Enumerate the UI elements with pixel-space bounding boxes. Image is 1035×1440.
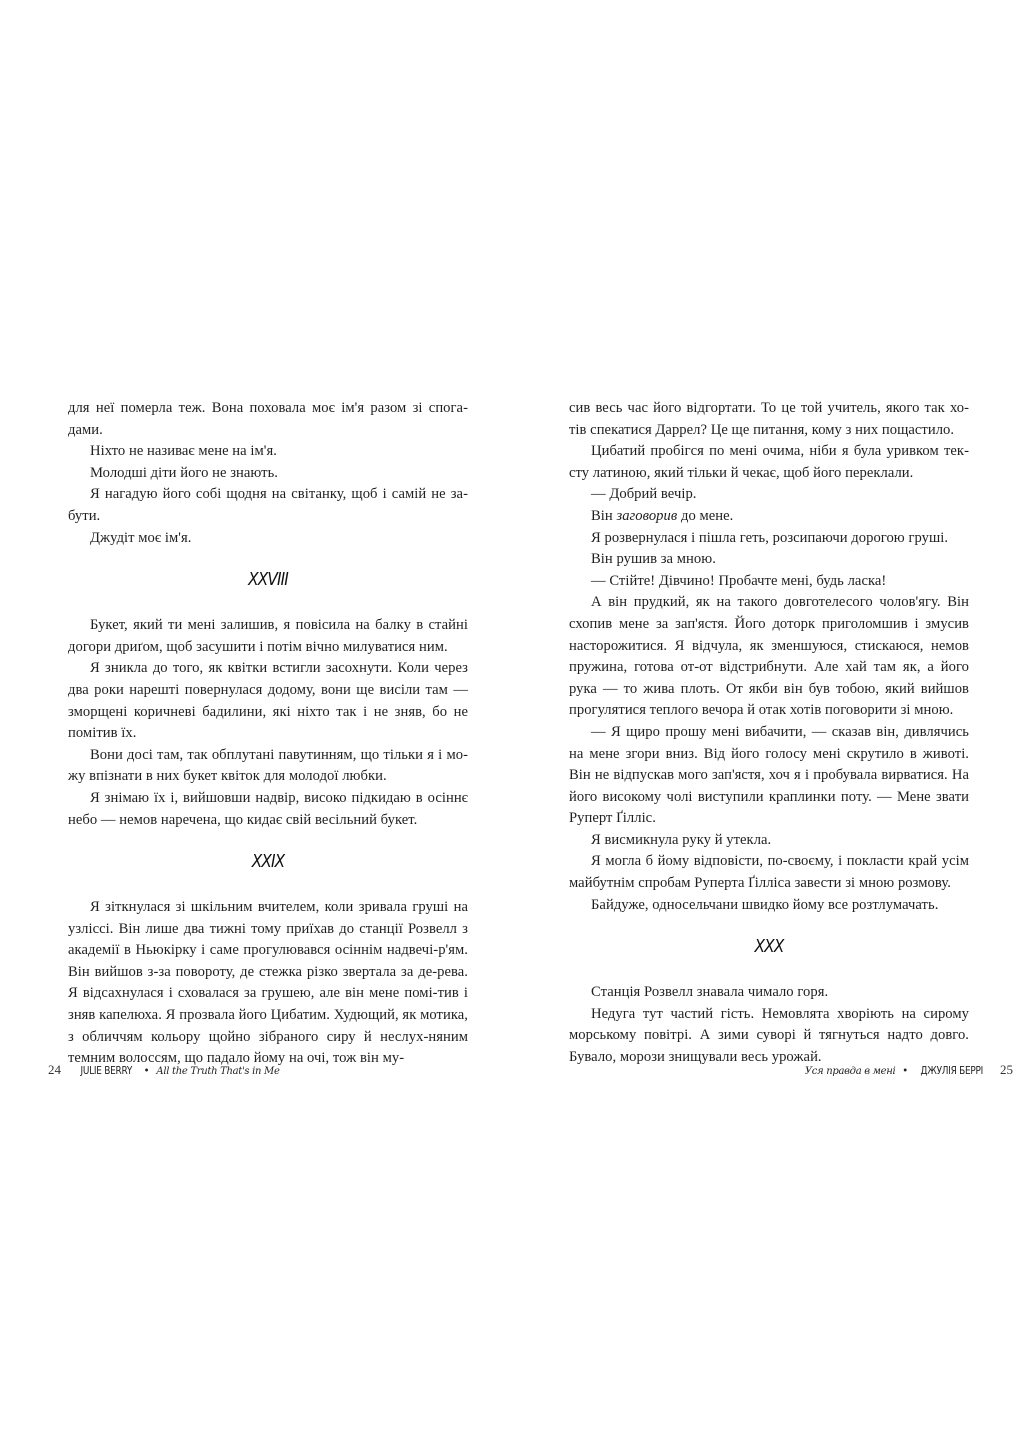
page-number: 25	[1000, 1062, 1013, 1077]
emphasized-text: заговорив	[616, 507, 678, 524]
chapter-heading: XXIX	[251, 851, 285, 873]
paragraph	[569, 506, 969, 528]
paragraph: Байдуже, односельчани швидко йому все розтлумачать.	[591, 896, 939, 913]
right-page-body	[569, 398, 969, 1069]
left-page-body	[68, 398, 468, 1070]
separator-dot: •	[902, 1066, 909, 1077]
paragraph: Я зіткнулася зі шкільним вчителем, коли зривала груші на узліссі. Він лише два тижні тому приїхав до станції Розвелл з академії в Ньюкірку і саме прогулювався осіннім надвечі-р'ям. Він вийшов з-за повороту, де стежка різко звертала за де-рева. Я відсахнулася і сховалася за грушею, але він мене помі-тив і зняв капелюха. Я прозвала його Цибатим. Худющий, як мотика, з обличчям кольору щойно зібраного сиру й неслух-няним темним волоссям, що падало йому на очі, тож він му-	[68, 899, 468, 1067]
separator-dot: •	[143, 1066, 150, 1077]
left-running-footer	[48, 1063, 280, 1079]
paragraph: Недуга тут частий гість. Немовлята хворіють на сирому морському повітрі. А зими суворі й тягнуться надто довго. Бувало, морози знищували весь урожай.	[569, 1005, 969, 1066]
running-head-title: All the Truth That's in Me	[156, 1066, 280, 1077]
paragraph: Букет, який ти мені залишив, я повісила на балку в стайні догори дриґом, щоб засушити і потім вічно милуватися ним.	[68, 617, 468, 655]
paragraph: Я зникла до того, як квітки встигли засохнути. Коли через два роки нарешті повернулася додому, вони ще висіли там — зморщені коричневі бадилини, які ніхто так і не зняв, бо не помітив їх.	[68, 660, 468, 742]
paragraph: Я розвернулася і пішла геть, розсипаючи дорогою груші.	[591, 529, 949, 546]
chapter-heading: XXVIII	[248, 569, 288, 591]
paragraph: Станція Розвелл знавала чимало горя.	[591, 984, 829, 1001]
paragraph: Цибатий пробігся по мені очима, ніби я була уривком тек-сту латиною, який тільки й чекає, щоб його переклали.	[569, 443, 969, 481]
paragraph: Молодші діти його не знають.	[90, 464, 279, 481]
text-run: Він	[591, 507, 617, 524]
text-run: до мене.	[677, 507, 734, 524]
running-head-author: JULIE BERRY	[80, 1065, 133, 1077]
paragraph: — Я щиро прошу мені вибачити, — сказав він, дивлячись на мене згори вниз. Від його голосу мені скрутило в животі. Він не відпускав мого зап'ястя, хоч я і пробувала вирватися. На його високому чолі виступили краплинки поту. — Мене звати Руперт Ґілліс.	[569, 723, 969, 827]
paragraph: Я знімаю їх і, вийшовши надвір, високо підкидаю в осіннє небо — немов наречена, що кидає свій весільний букет.	[68, 789, 468, 828]
right-running-footer	[805, 1063, 1013, 1079]
paragraph: Я могла б йому відповісти, по-своєму, і покласти край усім майбутнім спробам Руперта Ґілліса завести зі мною розмову.	[569, 853, 969, 892]
paragraph: Я нагадую його собі щодня на світанку, щоб і самій не за-бути.	[68, 486, 468, 524]
chapter-heading: XXX	[754, 936, 784, 958]
paragraph: Вони досі там, так обплутані павутинням, що тільки я і мо-жу впізнати в них букет квіток для молодої любки.	[68, 746, 468, 785]
paragraph: сив весь час його відгортати. То це той учитель, якого так хо-тів спекатися Даррел? Це ще питання, кому з них пощастило.	[569, 400, 969, 438]
paragraph: Він рушив за мною.	[591, 551, 716, 568]
paragraph: Ніхто не називає мене на ім'я.	[90, 443, 277, 460]
paragraph: для неї померла теж. Вона поховала моє ім'я разом зі спога-дами.	[68, 400, 468, 438]
paragraph: Я висмикнула руку й утекла.	[591, 831, 772, 848]
paragraph: — Добрий вечір.	[591, 486, 697, 503]
running-head-title: Уся правда в мені	[804, 1066, 896, 1077]
page-number: 24	[48, 1062, 61, 1077]
paragraph: А він прудкий, як на такого довготелесого чолов'ягу. Він схопив мене за зап'ястя. Його доторк приголомшив і змусив насторожитися. Я відчула, як зменшуюся, стискаюся, немов пружина, готова от-от відстрибнути. Але хай там як, а його рука — то жива плоть. От якби він був тобою, який вийшов прогулятися теплого вечора й отак хотів поговорити зі мною.	[569, 594, 969, 719]
paragraph: Джудіт моє ім'я.	[90, 529, 192, 546]
paragraph: — Стійте! Дівчино! Пробачте мені, будь ласка!	[591, 572, 887, 589]
running-head-author: ДЖУЛІЯ БЕРРІ	[920, 1065, 984, 1077]
